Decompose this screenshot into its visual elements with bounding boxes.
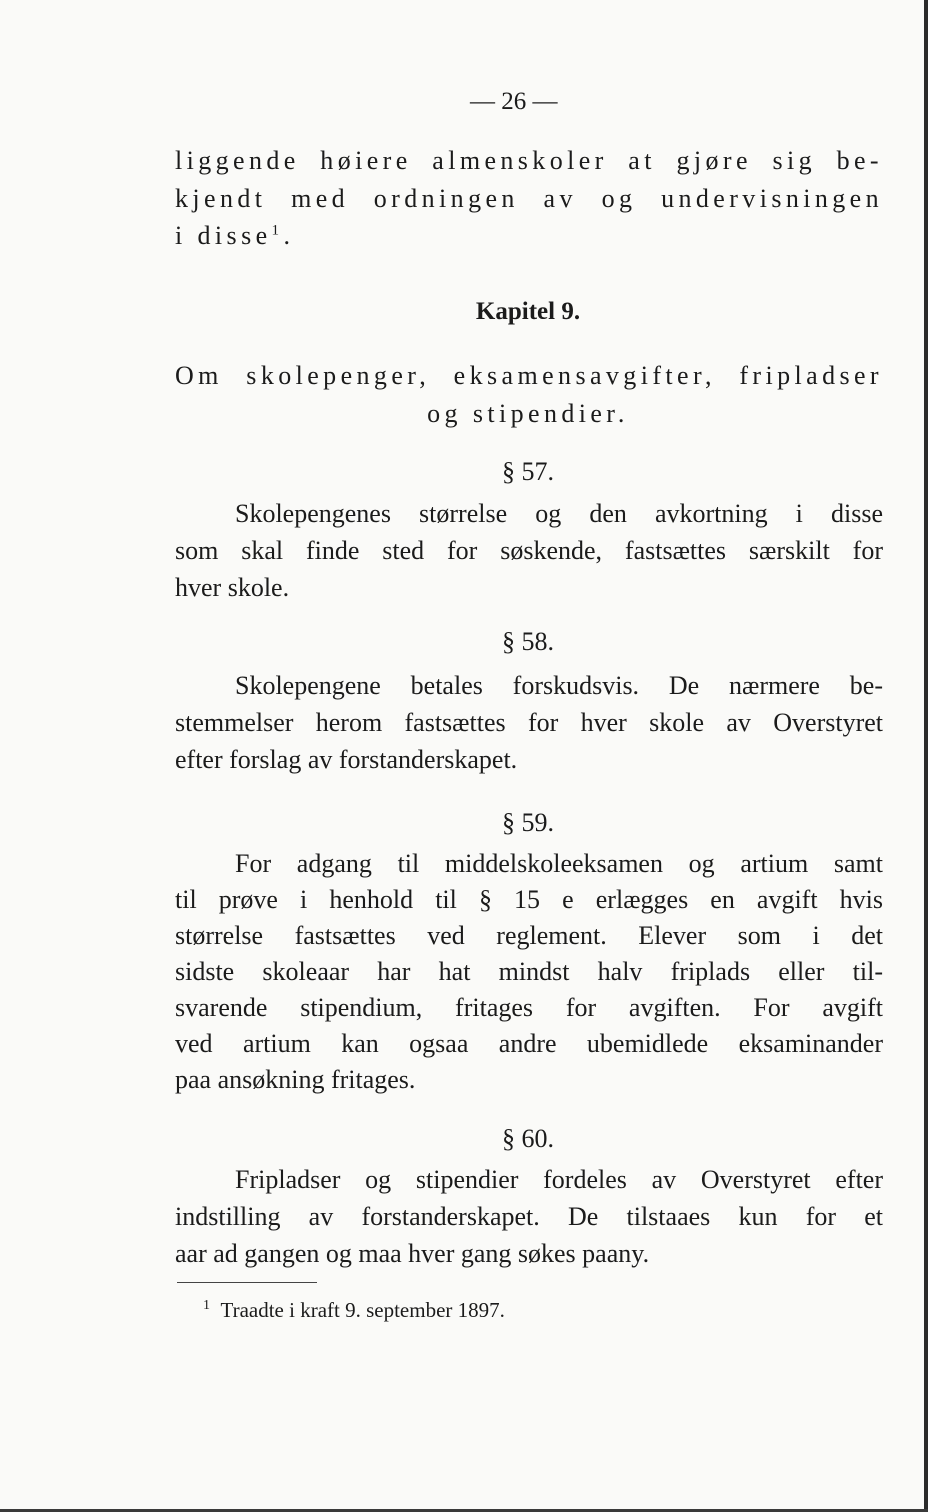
- section-60-line-3: aar ad gangen og maa hver gang søkes paany.: [175, 1239, 650, 1268]
- footnote: [203, 1296, 505, 1324]
- section-heading-60: § 60.: [502, 1124, 554, 1153]
- chapter-subtitle-line-1: Om skolepenger, eksamensavgifter, fripladser: [175, 361, 883, 390]
- section-58-line-1: Skolepengene betales forskudsvis. De nærmere be-: [235, 671, 883, 700]
- section-59-line-3: størrelse fastsættes ved reglement. Elever som i det: [175, 921, 883, 950]
- intro-line-3-text: i disse: [175, 221, 272, 250]
- section-58-line-2: stemmelser herom fastsættes for hver skole av Overstyret: [175, 708, 883, 737]
- footnote-text: Traadte i kraft 9. september 1897.: [220, 1298, 505, 1322]
- intro-line-2: kjendt med ordningen av og undervisningen: [175, 184, 883, 213]
- section-58-line-3: efter forslag av forstanderskapet.: [175, 745, 518, 774]
- intro-line-3: [175, 218, 294, 254]
- section-heading-58: § 58.: [502, 627, 554, 656]
- page-edge-right: [924, 0, 928, 1512]
- intro-line-3-end: .: [283, 221, 295, 250]
- section-57-line-3: hver skole.: [175, 573, 290, 602]
- section-59-line-7: paa ansøkning fritages.: [175, 1065, 416, 1094]
- section-59-line-1: For adgang til middelskoleeksamen og artium samt: [235, 849, 883, 878]
- chapter-title: Kapitel 9.: [475, 298, 581, 325]
- section-60-line-2: indstilling av forstanderskapet. De tilstaaes kun for et: [175, 1202, 883, 1231]
- footnote-rule: [177, 1282, 317, 1283]
- section-heading-57: § 57.: [502, 457, 554, 486]
- footnote-marker: 1: [203, 1298, 210, 1313]
- section-57-line-1: Skolepengenes størrelse og den avkortning i disse: [235, 499, 883, 528]
- chapter-subtitle-line-2: og stipendier.: [427, 399, 629, 428]
- section-heading-59: § 59.: [502, 808, 554, 837]
- section-57-line-2: som skal finde sted for søskende, fastsættes særskilt for: [175, 536, 883, 565]
- section-60-line-1: Fripladser og stipendier fordeles av Overstyret efter: [235, 1165, 883, 1194]
- section-59-line-6: ved artium kan ogsaa andre ubemidlede eksaminander: [175, 1029, 883, 1058]
- section-59-line-2: til prøve i henhold til § 15 e erlægges en avgift hvis: [175, 885, 883, 914]
- section-59-line-4: sidste skoleaar har hat mindst halv friplads eller til-: [175, 957, 883, 986]
- footnote-marker-ref: 1: [271, 222, 284, 239]
- page-number: — 26 —: [470, 88, 558, 115]
- intro-line-1: liggende høiere almenskoler at gjøre sig be-: [175, 146, 883, 175]
- section-59-line-5: svarende stipendium, fritages for avgiften. For avgift: [175, 993, 883, 1022]
